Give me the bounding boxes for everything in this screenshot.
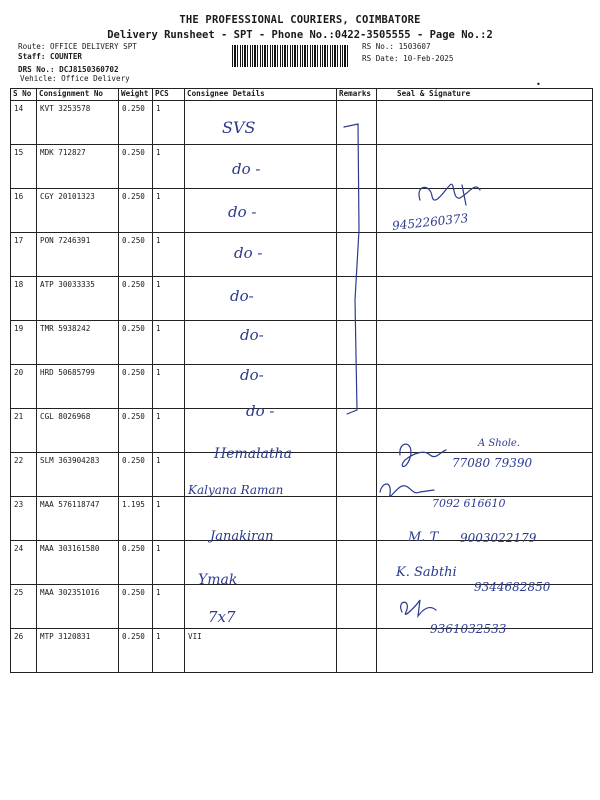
pcs-cell: 1 bbox=[153, 101, 185, 145]
company-title: THE PROFESSIONAL COURIERS, COIMBATORE bbox=[179, 14, 421, 26]
pcs-cell: 1 bbox=[153, 585, 185, 629]
remarks-cell bbox=[337, 497, 377, 541]
sno-cell: 20 bbox=[11, 365, 37, 409]
col-header-weight: Weight bbox=[119, 89, 153, 101]
vehicle-label: Vehicle: Office Delivery bbox=[20, 74, 130, 83]
seal-cell bbox=[377, 321, 593, 365]
hw-sig25-name: K. Sabthi bbox=[396, 565, 457, 580]
remarks-cell bbox=[337, 189, 377, 233]
consignee-cell bbox=[185, 145, 337, 189]
hw-row20: do- bbox=[240, 366, 264, 384]
seal-cell bbox=[377, 277, 593, 321]
hw-row15: do - bbox=[232, 160, 261, 178]
pcs-cell: 1 bbox=[153, 453, 185, 497]
table-row bbox=[11, 541, 593, 585]
hw-sig23-phone: 7092 616610 bbox=[432, 497, 506, 510]
hw-row26: 7x7 bbox=[208, 608, 236, 626]
remarks-cell bbox=[337, 277, 377, 321]
weight-cell: 0.250 bbox=[119, 145, 153, 189]
staff-label: Staff: COUNTER bbox=[18, 52, 83, 61]
hw-sig22-phone: 77080 79390 bbox=[452, 456, 533, 470]
remarks-cell bbox=[337, 365, 377, 409]
sno-cell: 14 bbox=[11, 101, 37, 145]
table-header-row bbox=[11, 89, 593, 101]
remarks-cell bbox=[337, 233, 377, 277]
col-header-remarks: Remarks bbox=[337, 89, 377, 101]
remarks-cell bbox=[337, 541, 377, 585]
consignment-cell: HRD 50685799 bbox=[37, 365, 119, 409]
consignment-cell: MAA 303161580 bbox=[37, 541, 119, 585]
pcs-cell: 1 bbox=[153, 409, 185, 453]
rs-date: RS Date: 10-Feb-2025 bbox=[362, 54, 454, 63]
sno-cell: 25 bbox=[11, 585, 37, 629]
sno-cell: 18 bbox=[11, 277, 37, 321]
weight-cell: 0.250 bbox=[119, 321, 153, 365]
sno-cell: 19 bbox=[11, 321, 37, 365]
remarks-cell bbox=[337, 629, 377, 673]
consignee-cell bbox=[185, 277, 337, 321]
hw-sig25-phone: 9344682850 bbox=[474, 580, 551, 594]
hw-row17: do - bbox=[234, 244, 263, 262]
consignment-cell: PON 7246391 bbox=[37, 233, 119, 277]
table-row bbox=[11, 277, 593, 321]
pcs-cell: 1 bbox=[153, 189, 185, 233]
remarks-cell bbox=[337, 101, 377, 145]
seal-cell bbox=[377, 233, 593, 277]
hw-row21: do - bbox=[246, 402, 275, 420]
consignment-cell: MTP 3120831 bbox=[37, 629, 119, 673]
hw-row16: do - bbox=[228, 203, 257, 221]
rs-number: RS No.: 1503607 bbox=[362, 42, 431, 51]
hw-row22: Hemalatha bbox=[214, 446, 292, 462]
consignment-cell: MAA 302351016 bbox=[37, 585, 119, 629]
weight-cell: 0.250 bbox=[119, 409, 153, 453]
remarks-cell bbox=[337, 453, 377, 497]
sno-cell: 24 bbox=[11, 541, 37, 585]
consignee-cell: VII bbox=[185, 629, 337, 673]
weight-cell: 0.250 bbox=[119, 233, 153, 277]
sno-cell: 21 bbox=[11, 409, 37, 453]
weight-cell: 1.195 bbox=[119, 497, 153, 541]
hw-row18: do- bbox=[230, 287, 254, 305]
table-row bbox=[11, 321, 593, 365]
weight-cell: 0.250 bbox=[119, 189, 153, 233]
consignment-cell: MAA 576118747 bbox=[37, 497, 119, 541]
table-row bbox=[11, 145, 593, 189]
consignment-cell: CGL 8026968 bbox=[37, 409, 119, 453]
consignment-cell: CGY 20101323 bbox=[37, 189, 119, 233]
consignee-cell bbox=[185, 101, 337, 145]
pcs-cell: 1 bbox=[153, 233, 185, 277]
hw-sig22-name: A Shole. bbox=[478, 438, 521, 449]
sno-cell: 26 bbox=[11, 629, 37, 673]
hw-sig16-phone: 9452260373 bbox=[391, 211, 469, 233]
remarks-cell bbox=[337, 321, 377, 365]
hw-row14: SVS bbox=[222, 118, 256, 137]
hw-row19: do- bbox=[240, 326, 264, 344]
sno-cell: 22 bbox=[11, 453, 37, 497]
remarks-cell bbox=[337, 585, 377, 629]
table-row bbox=[11, 189, 593, 233]
table-row bbox=[11, 365, 593, 409]
seal-cell bbox=[377, 101, 593, 145]
col-header-consignment: Consignment No bbox=[37, 89, 119, 101]
mark-dot: • bbox=[536, 80, 541, 89]
seal-cell bbox=[377, 145, 593, 189]
hw-row24: Janakiran bbox=[210, 529, 274, 544]
route-label: Route: OFFICE DELIVERY SPT bbox=[18, 42, 137, 51]
hw-sig24-phone: 9003022179 bbox=[460, 531, 537, 545]
weight-cell: 0.250 bbox=[119, 365, 153, 409]
consignee-cell bbox=[185, 189, 337, 233]
sno-cell: 17 bbox=[11, 233, 37, 277]
weight-cell: 0.250 bbox=[119, 585, 153, 629]
sno-cell: 23 bbox=[11, 497, 37, 541]
seal-cell bbox=[377, 365, 593, 409]
weight-cell: 0.250 bbox=[119, 101, 153, 145]
consignment-cell: SLM 363904283 bbox=[37, 453, 119, 497]
hw-sig24-name: M. T bbox=[408, 530, 439, 545]
pcs-cell: 1 bbox=[153, 365, 185, 409]
weight-cell: 0.250 bbox=[119, 541, 153, 585]
hw-row23: Kalyana Raman bbox=[188, 483, 284, 497]
pcs-cell: 1 bbox=[153, 629, 185, 673]
pcs-cell: 1 bbox=[153, 321, 185, 365]
sno-cell: 16 bbox=[11, 189, 37, 233]
consignment-cell: KVT 3253578 bbox=[37, 101, 119, 145]
weight-cell: 0.250 bbox=[119, 453, 153, 497]
pcs-cell: 1 bbox=[153, 541, 185, 585]
weight-cell: 0.250 bbox=[119, 277, 153, 321]
consignment-cell: TMR 5938242 bbox=[37, 321, 119, 365]
table-row bbox=[11, 101, 593, 145]
table-row bbox=[11, 233, 593, 277]
pcs-cell: 1 bbox=[153, 497, 185, 541]
sno-cell: 15 bbox=[11, 145, 37, 189]
consignment-cell: ATP 30033335 bbox=[37, 277, 119, 321]
remarks-cell bbox=[337, 145, 377, 189]
pcs-cell: 1 bbox=[153, 145, 185, 189]
barcode bbox=[232, 45, 349, 67]
weight-cell: 0.250 bbox=[119, 629, 153, 673]
runsheet-subtitle: Delivery Runsheet - SPT - Phone No.:0422-3505555 - Page No.:2 bbox=[107, 29, 493, 41]
remarks-cell bbox=[337, 409, 377, 453]
col-header-pcs: PCS bbox=[153, 89, 185, 101]
hw-row25: Ymak bbox=[198, 572, 238, 588]
pcs-cell: 1 bbox=[153, 277, 185, 321]
drs-number: DRS No.: DCJ8150360702 bbox=[18, 65, 119, 74]
col-header-seal: Seal & Signature bbox=[377, 89, 593, 101]
consignment-cell: MDK 712827 bbox=[37, 145, 119, 189]
hw-sig26-phone: 9361032533 bbox=[430, 622, 507, 636]
col-header-consignee: Consignee Details bbox=[185, 89, 337, 101]
col-header-sno: S No bbox=[11, 89, 37, 101]
